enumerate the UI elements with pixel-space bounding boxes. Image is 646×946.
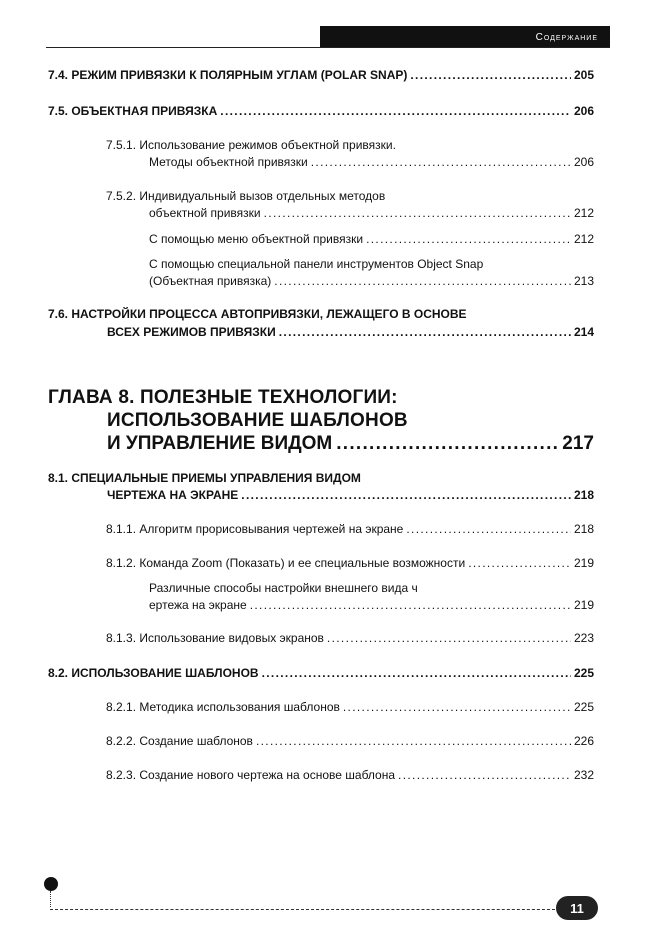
toc-page: 206 (573, 155, 594, 169)
page-number: 11 (570, 900, 584, 916)
toc-label: 8.2. ИСПОЛЬЗОВАНИЕ ШАБЛОНОВ (48, 666, 259, 680)
footer-bullet-icon (44, 877, 58, 891)
leader-dots (327, 631, 571, 645)
toc-page: 217 (562, 433, 594, 454)
toc-entry-8-1-2[interactable] (106, 556, 594, 570)
toc-page: 214 (573, 325, 594, 339)
toc-label: (Объектная привязка) (149, 274, 272, 288)
leader-dots (406, 522, 571, 536)
toc-entry-7-5-1[interactable] (149, 155, 594, 169)
running-header (320, 26, 610, 48)
toc-label: ВСЕХ РЕЖИМОВ ПРИВЯЗКИ (107, 325, 276, 339)
toc-label: 8.1.2. Команда Zoom (Показать) и ее специальные возможности (106, 556, 466, 570)
toc-entry-8-2-2[interactable] (106, 734, 594, 748)
toc-entry-8-2[interactable] (48, 666, 594, 680)
page-number-badge (556, 896, 598, 920)
toc-page: 212 (573, 232, 594, 246)
toc-page: 218 (573, 488, 594, 502)
leader-dots (262, 666, 571, 680)
toc-entry-view-settings-line1: Различные способы настройки внешнего вида ч (149, 581, 418, 595)
leader-dots (250, 598, 571, 612)
toc-entry-snap-toolbar[interactable] (149, 274, 594, 288)
running-header-title: Содержание (535, 31, 598, 43)
toc-entry-7-5[interactable] (48, 104, 594, 118)
leader-dots (366, 232, 571, 246)
toc-label: 8.1.1. Алгоритм прорисовывания чертежей на экране (106, 522, 404, 536)
toc-entry-7-5-2-line1: 7.5.2. Индивидуальный вызов отдельных методов (106, 189, 386, 203)
leader-dots (241, 488, 571, 502)
toc-entry-view-settings[interactable] (149, 598, 594, 612)
toc-label: 8.2.2. Создание шаблонов (106, 734, 253, 748)
toc-label: 7.5. ОБЪЕКТНАЯ ПРИВЯЗКА (48, 104, 218, 118)
toc-entry-7-6[interactable] (107, 325, 594, 339)
toc-page: 212 (573, 206, 594, 220)
leader-dots (256, 734, 571, 748)
toc-entry-7-5-2[interactable] (149, 206, 594, 220)
chapter-title-line2: ИСПОЛЬЗОВАНИЕ ШАБЛОНОВ (107, 410, 408, 431)
toc-entry-snap-toolbar-line1: С помощью специальной панели инструментов Object Snap (149, 257, 484, 271)
toc-label: 8.2.1. Методика использования шаблонов (106, 700, 340, 714)
toc-page: 219 (573, 556, 594, 570)
toc-page: 206 (573, 104, 594, 118)
toc-page: 225 (573, 666, 594, 680)
toc-entry-7-4[interactable] (48, 68, 594, 82)
toc-entry-7-6-line1: 7.6. НАСТРОЙКИ ПРОЦЕССА АВТОПРИВЯЗКИ, ЛЕЖАЩЕГО В ОСНОВЕ (48, 307, 467, 321)
toc-label: 8.1.3. Использование видовых экранов (106, 631, 324, 645)
toc-page: 226 (573, 734, 594, 748)
header-rule (46, 47, 610, 48)
chapter-title-line1: ГЛАВА 8. ПОЛЕЗНЫЕ ТЕХНОЛОГИИ: (48, 387, 398, 408)
leader-dots (279, 325, 571, 339)
toc-page: 219 (573, 598, 594, 612)
toc-entry-8-2-1[interactable] (106, 700, 594, 714)
leader-dots (336, 433, 558, 455)
toc-label: ЧЕРТЕЖА НА ЭКРАНЕ (107, 488, 239, 502)
toc-page: 213 (573, 274, 594, 288)
toc-page: 205 (573, 68, 594, 82)
toc-entry-7-5-1-line1: 7.5.1. Использование режимов объектной привязки. (106, 138, 396, 152)
toc-label: Методы объектной привязки (149, 155, 308, 169)
leader-dots (410, 68, 571, 82)
toc-entry-8-1-1[interactable] (106, 522, 594, 536)
chapter-title-line3: И УПРАВЛЕНИЕ ВИДОМ (107, 433, 333, 454)
toc-label: ертежа на экране (149, 598, 247, 612)
leader-dots (264, 206, 571, 220)
toc-label: 8.2.3. Создание нового чертежа на основе шаблона (106, 768, 396, 782)
toc-page: 223 (573, 631, 594, 645)
toc-label: объектной привязки (149, 206, 261, 220)
toc-entry-8-1-3[interactable] (106, 631, 594, 645)
leader-dots (311, 155, 571, 169)
toc-page: 218 (573, 522, 594, 536)
toc-page: 225 (573, 700, 594, 714)
toc-label: 7.4. РЕЖИМ ПРИВЯЗКИ К ПОЛЯРНЫМ УГЛАМ (POLAR SNAP) (48, 68, 408, 82)
footer-dotted-rule (50, 909, 560, 910)
leader-dots (274, 274, 571, 288)
leader-dots (468, 556, 571, 570)
toc-entry-8-1-line1: 8.1. СПЕЦИАЛЬНЫЕ ПРИЕМЫ УПРАВЛЕНИЯ ВИДОМ (48, 471, 361, 485)
toc-entry-8-2-3[interactable] (106, 768, 594, 782)
toc-entry-snap-menu[interactable] (149, 232, 594, 246)
toc-entry-chapter-8[interactable] (107, 433, 594, 455)
leader-dots (343, 700, 571, 714)
leader-dots (398, 768, 571, 782)
footer-dotted-vertical (50, 891, 51, 907)
leader-dots (220, 104, 571, 118)
toc-entry-8-1[interactable] (107, 488, 594, 502)
toc-label: С помощью меню объектной привязки (149, 232, 364, 246)
toc-page: 232 (573, 768, 594, 782)
